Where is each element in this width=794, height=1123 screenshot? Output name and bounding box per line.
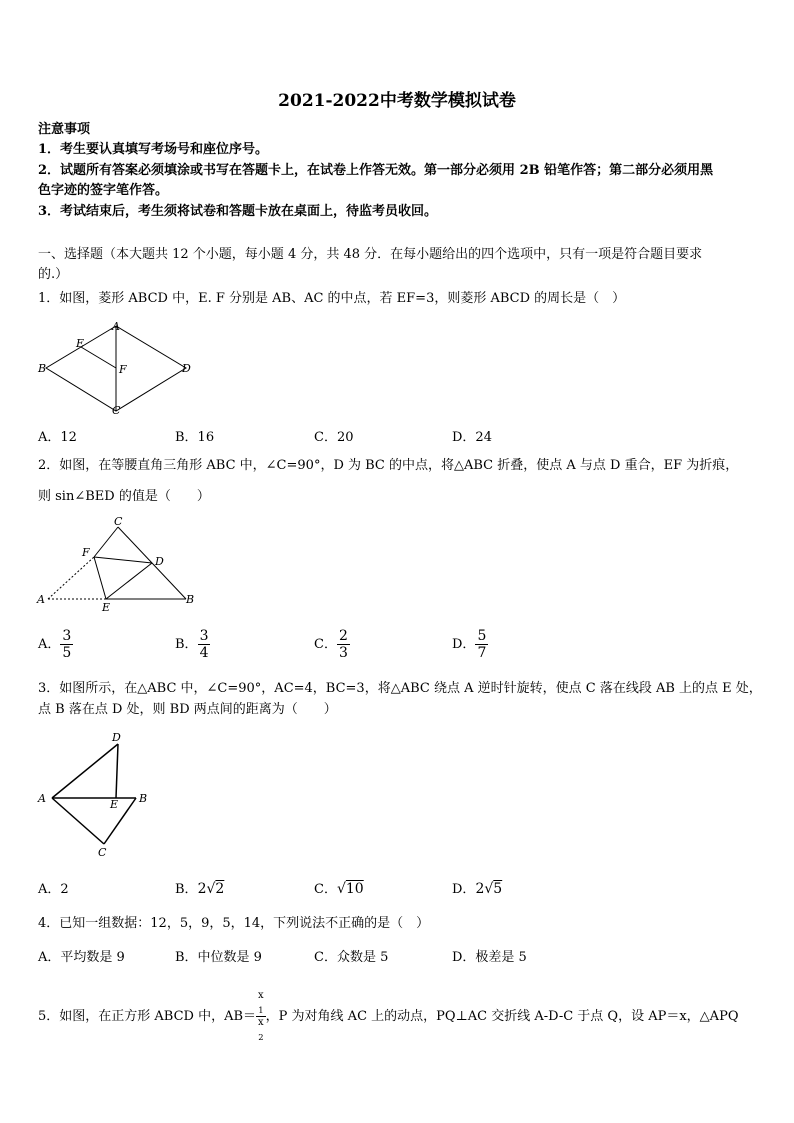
q2-option-c: C． $\frac{2}{3}$ (314, 628, 348, 661)
q4-option-d: D．极差是 5 (452, 950, 527, 965)
q2-option-a: A． $\frac{3}{5}$ (38, 628, 72, 661)
question-1-text: 1．如图，菱形 ABCD 中，E. F 分别是 AB、AC 的中点，若 EF=3，则菱形 ABCD 的周长是（ ） (38, 291, 626, 306)
q3-option-a: A．2 (38, 882, 69, 897)
q3-option-d: D．2√5 (452, 881, 503, 897)
q1-label-d: D (182, 362, 191, 375)
q2-label-a: A (37, 593, 45, 606)
q1-option-a: A．12 (38, 430, 77, 445)
question-1-figure (36, 318, 196, 418)
page-title: 2021-2022中考数学模拟试卷 (278, 91, 516, 111)
question-2-figure (34, 515, 204, 615)
q4-option-b: B．中位数是 9 (175, 950, 262, 965)
q2-label-c: C (114, 515, 123, 528)
q2-label-b: B (186, 593, 195, 606)
question-2-text-1: 2．如图，在等腰直角三角形 ABC 中，∠C=90°，D 为 BC 的中点，将△ABC 折叠，使点 A 与点 D 重合，EF 为折痕， (38, 458, 739, 473)
q3-option-b: B．2√2 (175, 881, 225, 897)
q1-option-d: D．24 (452, 430, 492, 445)
q3-label-d: D (112, 731, 121, 744)
section-heading-line-1: 一、选择题（本大题共 12 个小题，每小题 4 分，共 48 分．在每小题给出的四个选项中，只有一项是符合题目要求 (38, 247, 703, 262)
q4-option-a: A．平均数是 9 (38, 950, 125, 965)
question-2-text-2: 则 sin∠BED 的值是（ ） (38, 489, 210, 504)
q1-label-e: E (76, 337, 85, 350)
q3-label-b: B (139, 792, 148, 805)
q2-option-d: D． $\frac{5}{7}$ (452, 628, 487, 661)
question-4-text: 4．已知一组数据：12，5，9，5，14，下列说法不正确的是（ ） (38, 916, 430, 931)
q3-label-c: C (98, 846, 107, 859)
notes-line-2a: 2．试题所有答案必须填涂或书写在答题卡上，在试卷上作答无效。第一部分必须用 2B 铅笔作答；第二部分必须用黑 (38, 163, 714, 178)
notes-line-1: 1．考生要认真填写考场号和座位序号。 (38, 142, 269, 157)
notes-heading: 注意事项 (38, 122, 91, 137)
q1-label-c: C (112, 404, 121, 417)
question-3-text-1: 3．如图所示，在△ABC 中，∠C=90°，AC=4，BC=3，将△ABC 绕点 A 逆时针旋转，使点 C 落在线段 AB 上的点 E 处， (38, 681, 762, 696)
q1-label-f: F (119, 363, 127, 376)
notes-line-3: 3．考试结束后，考生须将试卷和答题卡放在桌面上，待监考员收回。 (38, 204, 438, 219)
q2-label-f: F (82, 546, 90, 559)
question-3-figure (34, 726, 164, 861)
q2-option-b: B． $\frac{3}{4}$ (175, 628, 209, 661)
section-heading-line-2: 的.） (38, 267, 69, 282)
question-3-text-2: 点 B 落在点 D 处，则 BD 两点间的距离为（ ） (38, 702, 337, 717)
q1-label-a: A (112, 320, 120, 333)
q3-label-a: A (38, 792, 46, 805)
q4-option-c: C．众数是 5 (314, 950, 389, 965)
q1-label-b: B (38, 362, 47, 375)
q2-label-d: D (155, 555, 164, 568)
q3-label-e: E (110, 798, 119, 811)
question-5-text: 5．如图，在正方形 ABCD 中，AB＝ x $_1$ x $_2$ ，P 为对角线 AC 上的动点，PQ⊥AC 交折线 A-D-C 于点 Q，设 AP＝x，△APQ (38, 990, 739, 1042)
notes-line-2b: 色字迹的签字笔作答。 (38, 183, 169, 198)
q1-option-b: B．16 (175, 430, 215, 445)
q2-label-e: E (102, 601, 111, 614)
q1-option-c: C．20 (314, 430, 354, 445)
q3-option-c: C．√10 (314, 881, 364, 897)
